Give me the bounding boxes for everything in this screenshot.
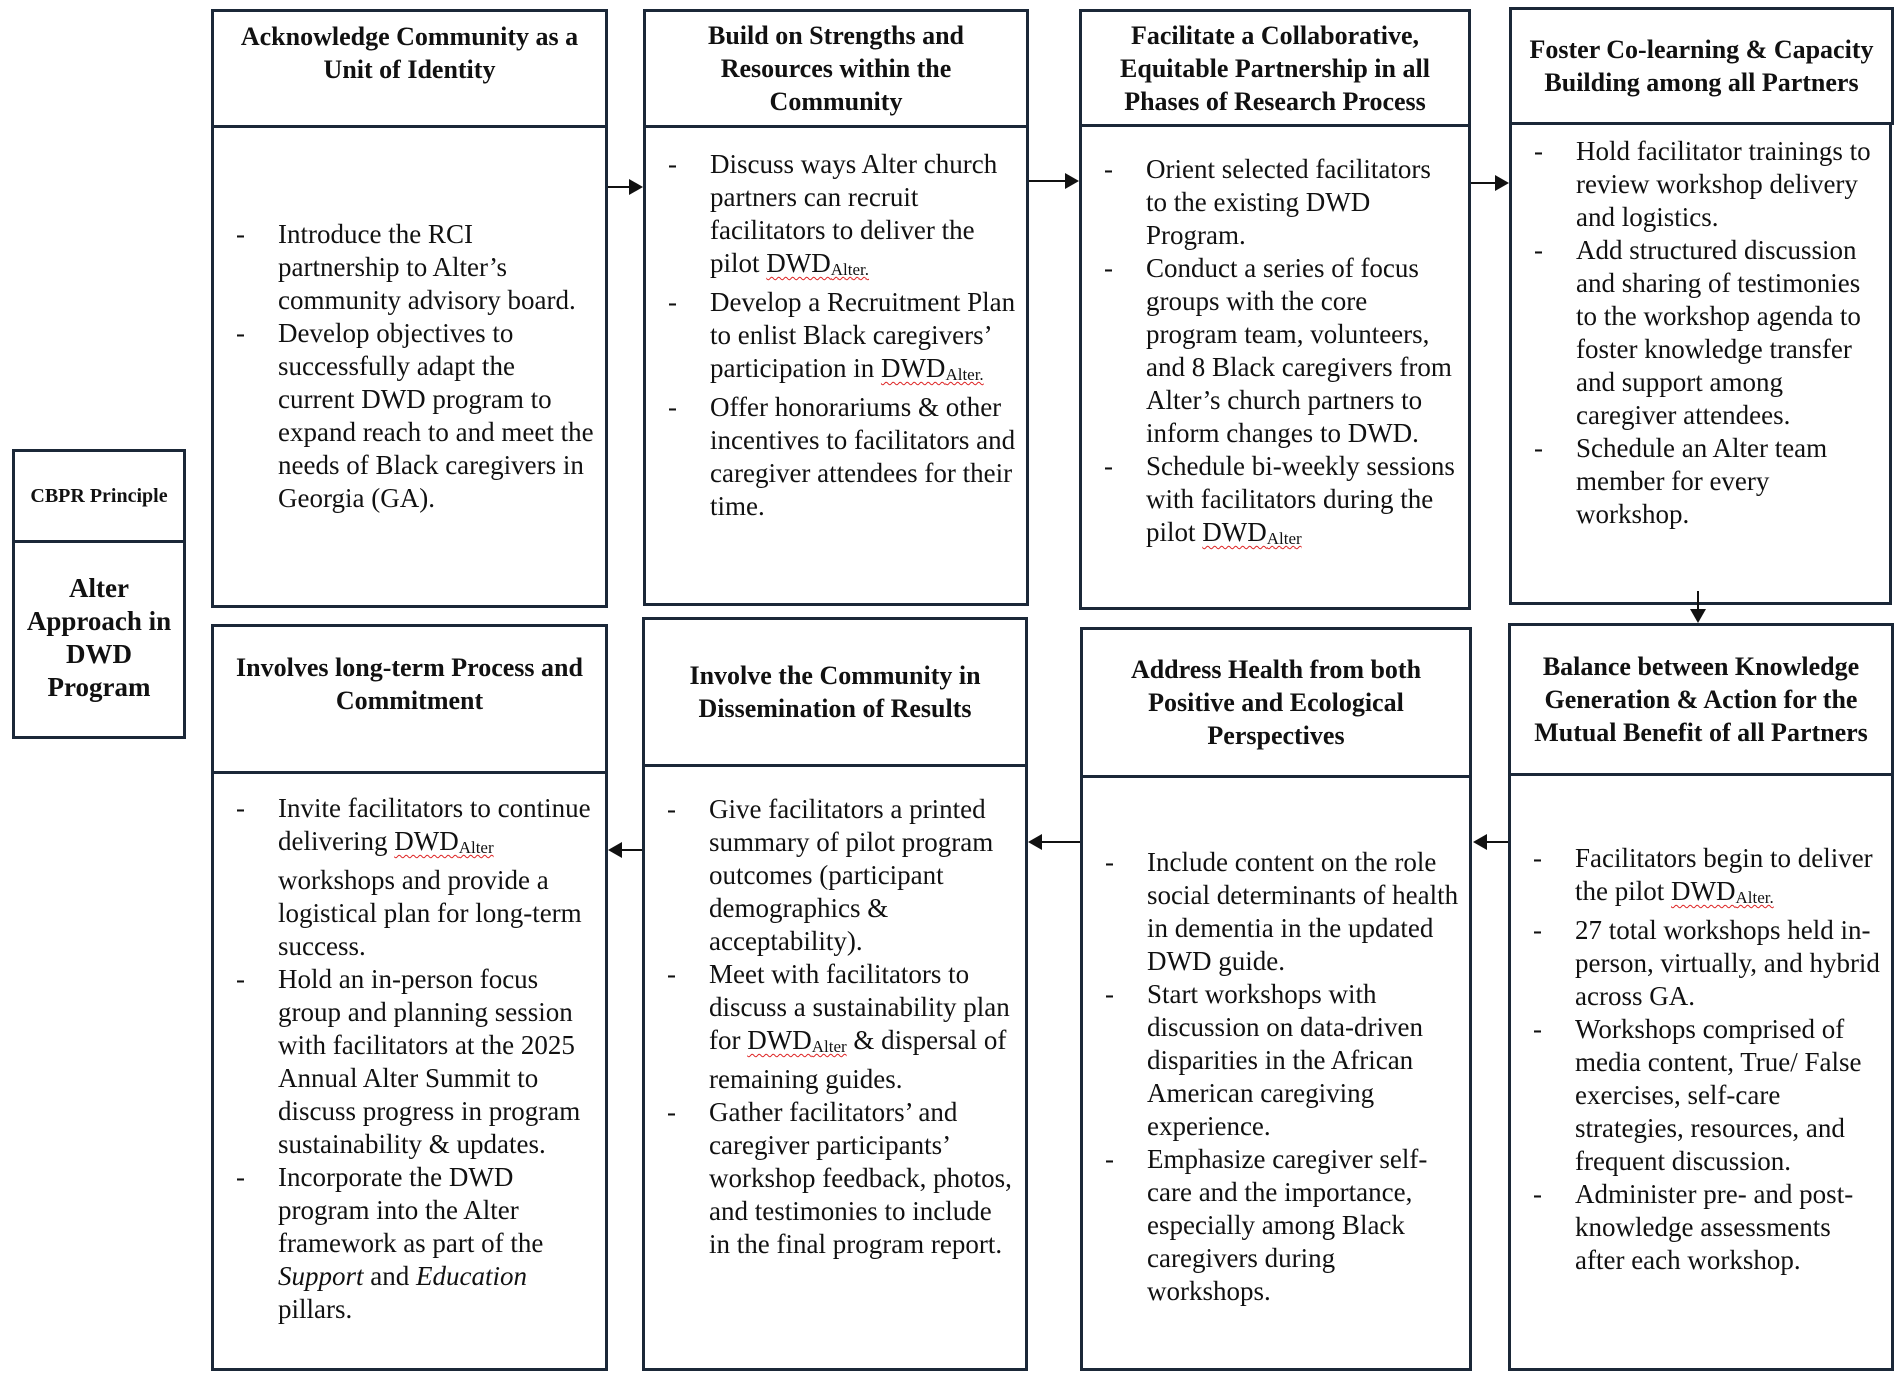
bullet-item: - Workshops comprised of media content, True/ False exercises, self-care strategies, resources, and frequent discussion.	[1533, 1014, 1862, 1176]
dash-bullet-icon: -	[1104, 451, 1113, 481]
box-body	[214, 128, 605, 605]
box-body	[645, 767, 1025, 1368]
box-build-strengths	[643, 9, 1029, 606]
dash-bullet-icon: -	[1533, 915, 1542, 945]
box-title: Involves long-term Process and Commitment	[214, 627, 605, 774]
box-title: Acknowledge Community as a Unit of Identity	[214, 12, 605, 128]
box-title: Balance between Knowledge Generation & Action for the Mutual Benefit of all Partners	[1511, 626, 1891, 776]
dash-bullet-icon: -	[667, 959, 676, 989]
dash-bullet-icon: -	[236, 1162, 245, 1192]
bullet-item: - Offer honorariums & other incentives to facilitators and caregiver attendees for their time.	[668, 392, 1016, 521]
box-body	[1082, 127, 1468, 607]
box-title: Address Health from both Positive and Ecological Perspectives	[1083, 630, 1469, 778]
box-balance-knowledge-action	[1508, 623, 1894, 1371]
dash-bullet-icon: -	[1534, 235, 1543, 265]
bullet-item: - Invite facilitators to continue delivering DWDAlter workshops and provide a logistical plan for long-term success.	[236, 793, 591, 961]
box-collaborative-partnership	[1079, 9, 1471, 610]
box-body	[1511, 776, 1891, 1368]
box-colearning-header	[1509, 7, 1894, 125]
bullet-item: - Introduce the RCI partnership to Alter’s community advisory board.	[236, 219, 576, 315]
bullet-item: - Give facilitators a printed summary of pilot program outcomes (participant demographics & acceptability).	[667, 794, 994, 956]
dwd-alter-term: DWDAlter.	[1671, 876, 1774, 907]
box-acknowledge-community	[211, 9, 608, 608]
bullet-item: - Hold an in-person focus group and planning session with facilitators at the 2025 Annual Alter Summit to discuss progress in program sustainability & updates.	[236, 964, 581, 1159]
bullet-item: - Add structured discussion and sharing of testimonies to the workshop agenda to foster knowledge transfer and support among caregiver attendees.	[1534, 235, 1861, 430]
bullet-list	[1511, 842, 1881, 1277]
dash-bullet-icon: -	[236, 219, 245, 249]
box-long-term-commitment	[211, 624, 608, 1371]
legend-box	[12, 449, 186, 739]
box-body	[1083, 778, 1469, 1368]
box-title: Facilitate a Collaborative, Equitable Partnership in all Phases of Research Process	[1082, 12, 1468, 127]
dash-bullet-icon: -	[667, 794, 676, 824]
legend-principle-label: CBPR Principle	[15, 452, 183, 543]
bullet-item: - Develop objectives to successfully adapt the current DWD program to expand reach to and meet the needs of Black caregivers in Georgia (GA).	[236, 318, 594, 513]
box-title: Build on Strengths and Resources within the Community	[646, 12, 1026, 128]
dash-bullet-icon: -	[1105, 1144, 1114, 1174]
bullet-list	[1512, 135, 1879, 531]
bullet-item: - Emphasize caregiver self-care and the importance, especially among Black caregivers during workshops.	[1105, 1144, 1428, 1306]
box-colearning-body	[1509, 122, 1892, 605]
dash-bullet-icon: -	[668, 287, 677, 317]
bullet-item: - Gather facilitators’ and caregiver participants’ workshop feedback, photos, and testimonies to include in the final program report.	[667, 1097, 1012, 1259]
dash-bullet-icon: -	[236, 318, 245, 348]
bullet-list	[645, 793, 1015, 1261]
dash-bullet-icon: -	[1533, 1014, 1542, 1044]
bullet-list	[646, 148, 1016, 523]
dash-bullet-icon: -	[1104, 154, 1113, 184]
bullet-item: - Start workshops with discussion on data-driven disparities in the African American caregiving experience.	[1105, 979, 1423, 1141]
bullet-item: - 27 total workshops held in-person, virtually, and hybrid across GA.	[1533, 915, 1880, 1011]
dash-bullet-icon: -	[1105, 979, 1114, 1009]
bullet-item: - Develop a Recruitment Plan to enlist Black caregivers’ participation in DWDAlter.	[668, 287, 1016, 384]
dash-bullet-icon: -	[1534, 136, 1543, 166]
dash-bullet-icon: -	[1104, 253, 1113, 283]
box-title: Foster Co-learning & Capacity Building among all Partners	[1529, 35, 1874, 97]
dash-bullet-icon: -	[668, 149, 677, 179]
bullet-list	[1083, 846, 1459, 1308]
box-title: Involve the Community in Dissemination of Results	[645, 620, 1025, 767]
bullet-list	[214, 218, 595, 515]
bullet-list	[214, 792, 595, 1326]
box-body	[1512, 125, 1889, 602]
bullet-item: - Conduct a series of focus groups with the core program team, volunteers, and 8 Black caregivers from Alter’s church partners to inform changes to DWD.	[1104, 253, 1452, 448]
dash-bullet-icon: -	[667, 1097, 676, 1127]
dwd-alter-term: DWDAlter.	[880, 353, 984, 384]
box-body	[214, 774, 605, 1368]
dash-bullet-icon: -	[668, 392, 677, 422]
dash-bullet-icon: -	[1533, 1179, 1542, 1209]
bullet-item: - Orient selected facilitators to the existing DWD Program.	[1104, 154, 1431, 250]
dwd-alter-term: DWDAlter	[394, 826, 494, 857]
legend-approach-label: Alter Approach in DWD Program	[26, 573, 172, 702]
box-address-health	[1080, 627, 1472, 1371]
dash-bullet-icon: -	[1533, 843, 1542, 873]
bullet-item: - Discuss ways Alter church partners can recruit facilitators to deliver the pilot DWDAlter.	[668, 149, 998, 279]
dash-bullet-icon: -	[1534, 433, 1543, 463]
bullet-item: - Administer pre- and post-knowledge assessments after each workshop.	[1533, 1179, 1854, 1275]
bullet-item: - Hold facilitator trainings to review workshop delivery and logistics.	[1534, 136, 1871, 232]
box-dissemination	[642, 617, 1028, 1371]
bullet-item: - Meet with facilitators to discuss a sustainability plan for DWDAlter & dispersal of remaining guides.	[667, 959, 1010, 1094]
bullet-item: - Schedule an Alter team member for every workshop.	[1534, 433, 1828, 529]
bullet-item: - Schedule bi-weekly sessions with facilitators during the pilot DWDAlter	[1104, 451, 1455, 548]
dwd-alter-term: DWDAlter	[747, 1025, 847, 1056]
dash-bullet-icon: -	[1105, 847, 1114, 877]
bullet-item: - Incorporate the DWD program into the Alter framework as part of the Support and Education pillars.	[236, 1162, 544, 1324]
dash-bullet-icon: -	[236, 964, 245, 994]
dwd-alter-term: DWDAlter.	[766, 248, 869, 279]
dwd-alter-term: DWDAlter	[1202, 517, 1302, 548]
bullet-list	[1082, 153, 1458, 555]
box-body	[646, 128, 1026, 603]
bullet-item: - Include content on the role social determinants of health in dementia in the updated DWD guide.	[1105, 847, 1459, 976]
dash-bullet-icon: -	[236, 793, 245, 823]
bullet-item: - Facilitators begin to deliver the pilot DWDAlter.	[1533, 843, 1873, 907]
